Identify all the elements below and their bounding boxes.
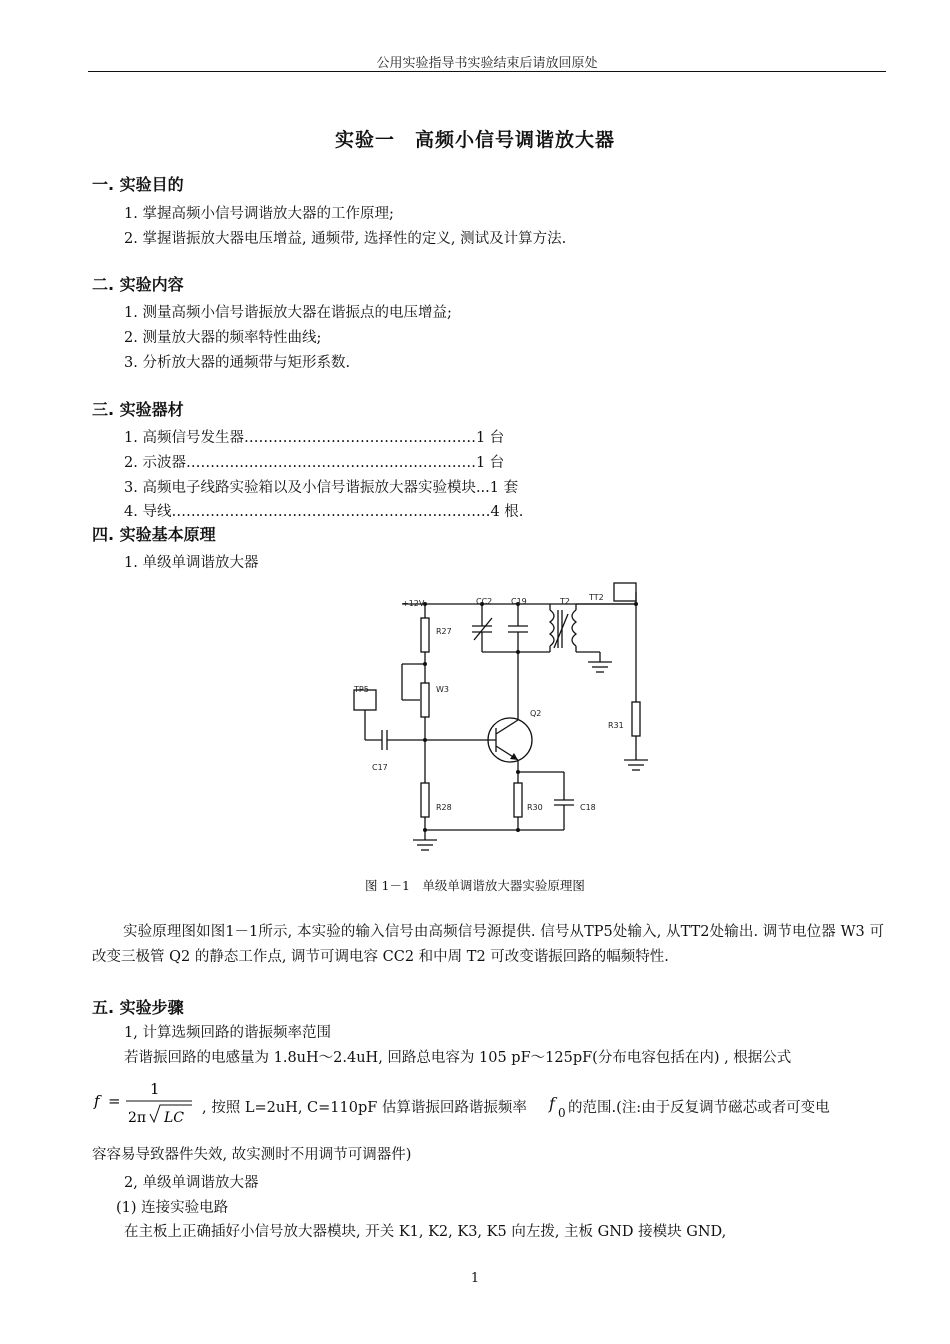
formula-radicand: LC: [164, 1110, 185, 1126]
formula-lhs: f: [94, 1092, 100, 1110]
header-divider: [88, 71, 886, 72]
label-t2: T2: [560, 597, 570, 606]
list-item: 1. 高频信号发生器…………………………………………1 台: [124, 430, 505, 446]
label-r31: R31: [608, 721, 624, 730]
f0-subscript: 0: [558, 1106, 566, 1120]
step-1-text: 若谐振回路的电感量为 1.8uH～2.4uH, 回路总电容为 105 pF～125pF(分布电容包括在内) , 根据公式: [124, 1050, 792, 1066]
list-item: 2. 示波器……………………………………………………1 台: [124, 455, 505, 471]
document-title: 实验一 高频小信号调谐放大器: [334, 129, 615, 151]
formula-equals: =: [108, 1092, 121, 1110]
list-item: 2. 掌握谐振放大器电压增益, 通频带, 选择性的定义, 测试及计算方法.: [124, 231, 567, 247]
step-2-text: 在主板上正确插好小信号放大器模块, 开关 K1, K2, K3, K5 向左拨, 主板 GND 接模块 GND,: [124, 1224, 727, 1240]
figure-caption: 图 1－1 单级单调谐放大器实验原理图: [365, 878, 585, 893]
formula-followup-b: 的范围.(注:由于反复调节磁芯或者可变电: [568, 1100, 830, 1116]
step-1-continued: 容容易导致器件失效, 故实测时不用调节可调器件): [92, 1147, 412, 1163]
list-item: 3. 分析放大器的通频带与矩形系数.: [124, 355, 351, 371]
label-q2: Q2: [530, 709, 542, 718]
page-header: 公用实验指导书实验结束后请放回原处: [376, 56, 598, 71]
label-r27: R27: [436, 627, 452, 636]
circuit-diagram: [340, 578, 660, 860]
section-heading-steps: 五. 实验步骤: [92, 998, 184, 1017]
label-cc2: CC2: [476, 597, 493, 606]
label-c18: C18: [580, 803, 596, 812]
list-item: 2. 测量放大器的频率特性曲线;: [124, 330, 322, 346]
label-w3: W3: [436, 685, 449, 694]
formula-numerator: 1: [150, 1080, 160, 1098]
label-r28: R28: [436, 803, 452, 812]
label-tp5: TP5: [354, 685, 369, 694]
formula-den-prefix: 2π: [128, 1110, 147, 1126]
section-heading-principle: 四. 实验基本原理: [92, 525, 216, 544]
label-vcc: +12V: [402, 599, 425, 608]
list-item: 1. 掌握高频小信号调谐放大器的工作原理;: [124, 206, 394, 222]
list-item: 1. 测量高频小信号谐振放大器在谐振点的电压增益;: [124, 305, 452, 321]
resonance-formula: [92, 1078, 202, 1128]
section-heading-objectives: 一. 实验目的: [92, 175, 184, 194]
list-item: 3. 高频电子线路实验箱以及小信号谐振放大器实验模块...1 套: [124, 480, 519, 496]
section-heading-content: 二. 实验内容: [92, 275, 184, 294]
section-heading-equipment: 三. 实验器材: [92, 400, 184, 419]
label-tt2: TT2: [589, 593, 604, 602]
label-r30: R30: [527, 803, 543, 812]
page-number: 1: [470, 1271, 480, 1286]
label-c19: C19: [511, 597, 527, 606]
list-item: 1. 单级单调谐放大器: [124, 555, 259, 571]
principle-paragraph: 实验原理图如图1－1所示, 本实验的输入信号由高频信号源提供. 信号从TP5处输入, 从TT2处输出. 调节电位器 W3 可改变三极管 Q2 的静态工作点, 调节可调电容 CC2 和中周 T2 可改变谐振回路的幅频特性.: [92, 924, 884, 965]
formula-followup-a: , 按照 L=2uH, C=110pF 估算谐振回路谐振频率: [202, 1100, 527, 1116]
f0-symbol: f: [549, 1094, 555, 1113]
step-1-title: 1, 计算选频回路的谐振频率范围: [124, 1025, 331, 1041]
step-2-subtitle: (1) 连接实验电路: [116, 1200, 229, 1216]
list-item: 4. 导线…………………………………………………………4 根.: [124, 504, 524, 520]
step-2-title: 2, 单级单调谐放大器: [124, 1175, 259, 1191]
label-c17: C17: [372, 763, 388, 772]
